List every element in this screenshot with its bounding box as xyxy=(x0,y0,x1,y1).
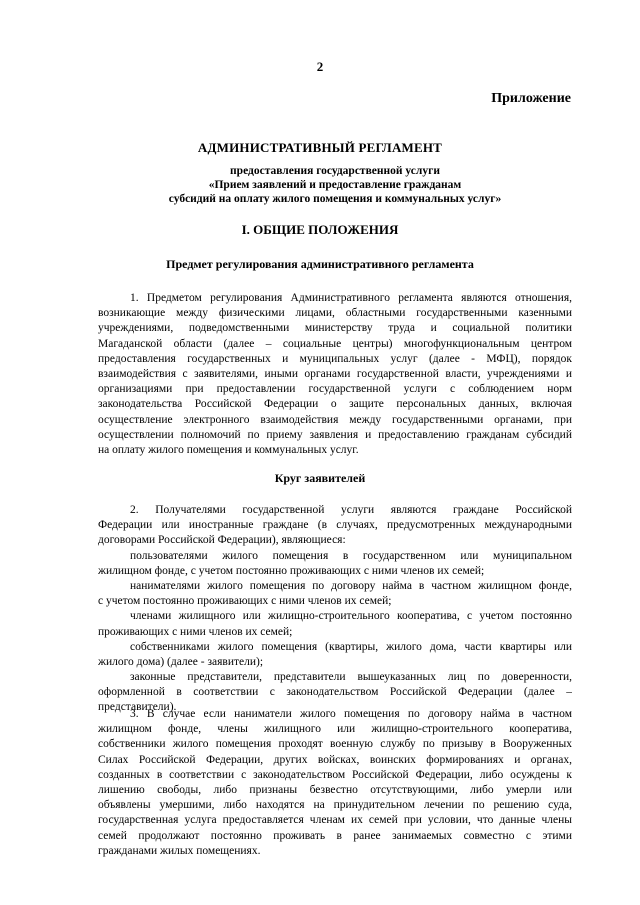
text-line: оформленной в соответствии с законодательством Российской Федерации (далее – xyxy=(98,686,572,699)
text-line: организациями при предоставлении государственной услуги с соблюдением норм xyxy=(98,383,572,396)
subtitle-line: субсидий на оплату жилого помещения и коммунальных услуг» xyxy=(168,193,502,205)
text-line: пользователями жилого помещения в государственном или муниципальном xyxy=(130,549,572,562)
document-subtitle xyxy=(100,164,570,206)
text-line: договорами Российской Федерации), являющиеся: xyxy=(98,534,346,547)
text-line: законные представители, представители вышеуказанных лиц по доверенности, xyxy=(130,671,572,684)
subheading-regulation-subject: Предмет регулирования административного регламента xyxy=(166,257,474,271)
text-line: Федерации или иностранные граждане (в случаях, предусмотренных международными xyxy=(98,519,572,532)
text-line: лишению свободы, либо признаны безвестно отсутствующими, либо умерли или xyxy=(98,783,572,796)
text-line: жилищном фонде, члены жилищного или жилищно-строительного кооператива, xyxy=(98,723,572,736)
document-title: АДМИНИСТРАТИВНЫЙ РЕГЛАМЕНТ xyxy=(197,140,443,155)
text-line: объявлены умершими, либо находятся на принудительном лечении по решению суда, xyxy=(98,799,572,812)
subtitle-line: «Прием заявлений и предоставление гражданам xyxy=(208,179,462,191)
text-line: гражданами жилых помещениях. xyxy=(98,844,261,857)
page-number: 2 xyxy=(316,59,324,74)
text-line: нанимателями жилого помещения по договору найма в частном жилищном фонде, xyxy=(130,579,572,592)
text-line: Магаданской области (далее – социальные центры) многофункциональным центром xyxy=(98,337,572,350)
text-line: осуществлении полномочий по приему заявления и предоставлению гражданам субсидий xyxy=(98,428,572,441)
text-line: проживающих с ними членов их семей; xyxy=(98,625,293,638)
text-line: возникающие между физическими лицами, областными государственными казенными xyxy=(98,307,572,320)
subheading-applicants: Круг заявителей xyxy=(274,471,366,485)
text-line: государственная услуга предоставляется членам их семей при условии, что данные члены xyxy=(98,814,572,827)
appendix-label: Приложение xyxy=(491,91,571,106)
paragraph-3 xyxy=(98,707,572,859)
text-line: собственники жилого помещения проходят военную службу по призыву в Вооруженных xyxy=(98,738,572,751)
text-line: 2. Получателями государственной услуги являются граждане Российской xyxy=(130,504,572,516)
subtitle-line: предоставления государственной услуги xyxy=(230,165,440,177)
paragraph-1 xyxy=(98,291,572,458)
text-line: взаимодействия с заявителями, иными органами государственной власти, учреждениями и xyxy=(98,367,572,380)
text-line: на оплату жилого помещения и коммунальных услуг. xyxy=(98,443,359,456)
text-line: Силах Российской Федерации, других войсках, воинских формированиях и органах, xyxy=(98,753,572,766)
text-line: законодательства Российской Федерации о защите персональных данных, включая xyxy=(98,398,572,411)
text-line: представители). xyxy=(98,701,177,714)
text-line: предоставления государственных и муниципальных услуг (далее - МФЦ), порядок xyxy=(98,352,572,365)
text-line: созданных в соответствии с законодательством Российской Федерации, либо осуждены к xyxy=(98,768,572,781)
text-line: 1. Предметом регулирования Административного регламента являются отношения, xyxy=(130,292,572,304)
text-line: семей продолжают постоянно проживать в ранее занимаемых совместно с этими xyxy=(98,829,572,842)
paragraph-2 xyxy=(98,503,572,716)
text-line: 3. В случае если наниматели жилого помещения по договору найма в частном xyxy=(130,708,572,720)
text-line: осуществление электронного взаимодействия между государственными органами, при xyxy=(98,413,572,426)
section-heading: I. ОБЩИЕ ПОЛОЖЕНИЯ xyxy=(241,222,399,237)
text-line: жилищном фонде, с учетом постоянно проживающих с ними членов их семей; xyxy=(98,564,485,577)
text-line: жилого дома) (далее - заявители); xyxy=(98,655,264,668)
text-line: членами жилищного или жилищно-строительного кооператива, с учетом постоянно xyxy=(130,610,572,623)
text-line: с учетом постоянно проживающих с ними членов их семей; xyxy=(98,595,392,608)
text-line: учреждениями, подведомственными министерству труда и социальной политики xyxy=(98,322,572,335)
text-line: собственниками жилого помещения (квартиры, жилого дома, части квартиры или xyxy=(130,640,572,653)
